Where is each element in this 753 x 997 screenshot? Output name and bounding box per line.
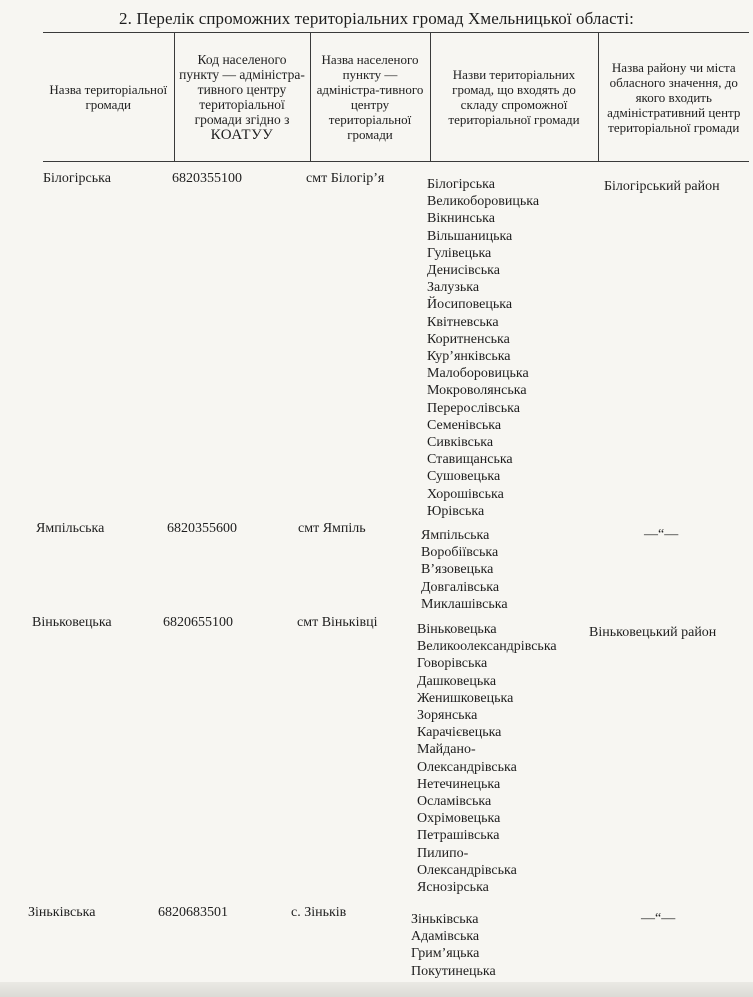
member-community: Вікнинська: [427, 211, 495, 227]
koatuu-code: 6820355600: [167, 521, 237, 536]
member-community: Білогірська: [427, 177, 495, 192]
member-community: Олександрівська: [417, 759, 517, 775]
header-member-communities: Назви територіальних громад, що входять до складу спроможної територіальної громади: [430, 33, 598, 162]
member-community: Квітневська: [427, 314, 499, 330]
center-name: смт Ямпіль: [298, 521, 366, 536]
district-name: —“—: [641, 911, 676, 926]
community-name: Віньковецька: [32, 615, 112, 630]
member-community: Ямпільська: [421, 528, 490, 543]
district-name: —“—: [644, 527, 679, 542]
header-center-name: Назва населеного пункту — адміністра-тивного центру територіальної громади: [310, 33, 430, 162]
member-community: Олександрівська: [417, 862, 517, 878]
district-name: Білогірський район: [604, 179, 720, 194]
header-district: Назва району чи міста обласного значення, до якого входить адміністративний центр територіальної громади: [598, 33, 749, 162]
center-name: смт Білогір’я: [306, 171, 385, 186]
member-community: Гулівецька: [427, 245, 492, 261]
member-community: Воробіївська: [421, 545, 499, 561]
member-community: Віньковецька: [417, 622, 497, 637]
member-community: Яснозірська: [417, 880, 489, 896]
member-community: Ставищанська: [427, 452, 513, 468]
member-community: Довгалівська: [421, 579, 500, 595]
member-community: В’язовецька: [421, 562, 494, 578]
member-community: Сивківська: [427, 435, 494, 451]
member-community: Семенівська: [427, 417, 502, 433]
community-name: Білогірська: [43, 171, 111, 186]
member-community: Вільшаницька: [427, 228, 513, 244]
member-community: Великоборовицька: [427, 194, 540, 210]
district-name: Віньковецький район: [589, 625, 717, 640]
member-community: Покутинецька: [411, 963, 496, 979]
member-community: Зорянська: [417, 708, 478, 724]
member-list: [427, 176, 539, 520]
scan-bottom-edge: [0, 982, 753, 997]
document-title: 2. Перелік спроможних територіальних громад Хмельницької області:: [119, 9, 634, 28]
koatuu-code: 6820655100: [163, 615, 233, 630]
member-community: Майдано-: [417, 742, 476, 758]
member-list: [421, 527, 508, 613]
member-community: Дашковецька: [417, 673, 497, 689]
member-community: Йосиповецька: [427, 297, 513, 313]
member-community: Охрімовецька: [417, 811, 501, 827]
member-community: Денисівська: [427, 263, 500, 279]
member-community: Миклашівська: [421, 596, 508, 612]
member-community: Юрівська: [427, 503, 485, 519]
member-community: Адамівська: [411, 929, 480, 945]
member-community: Пилипо-: [417, 845, 469, 861]
member-community: Осламівська: [417, 794, 492, 810]
member-community: Перерослівська: [427, 400, 520, 416]
member-community: Говорівська: [417, 656, 488, 672]
koatuu-code: 6820683501: [158, 905, 228, 920]
header-community-name: Назва територіальної громади: [43, 33, 174, 162]
koatuu-code: 6820355100: [172, 171, 242, 186]
header-koatuu-code-text: Код населеного пункту — адміністра-тивного центру територіальної громади згідно з: [179, 51, 305, 127]
member-list: [411, 911, 496, 980]
header-koatuu-label: КОАТУУ: [210, 126, 274, 143]
member-community: Кур’янківська: [427, 349, 511, 365]
community-name: Ямпільська: [36, 521, 105, 536]
header-koatuu-code: [174, 33, 310, 162]
member-community: Малоборовицька: [427, 366, 529, 382]
member-community: Сушовецька: [427, 469, 501, 485]
member-community: Грим’яцька: [411, 946, 480, 962]
member-list: [417, 621, 557, 896]
member-community: Зіньківська: [411, 912, 479, 927]
member-community: Карачієвецька: [417, 725, 502, 741]
member-community: Нетечинецька: [417, 776, 501, 792]
member-community: Хорошівська: [427, 486, 504, 502]
member-community: Женишковецька: [417, 690, 514, 706]
member-community: Залузька: [427, 280, 480, 296]
member-community: Великоолександрівська: [417, 639, 557, 655]
table-header: [43, 33, 749, 162]
member-community: Коритненська: [427, 331, 510, 347]
community-name: Зіньківська: [28, 905, 96, 920]
center-name: смт Віньківці: [297, 615, 378, 630]
center-name: с. Зіньків: [291, 905, 347, 920]
member-community: Мокроволянська: [427, 383, 527, 399]
member-community: Петрашівська: [417, 828, 500, 844]
